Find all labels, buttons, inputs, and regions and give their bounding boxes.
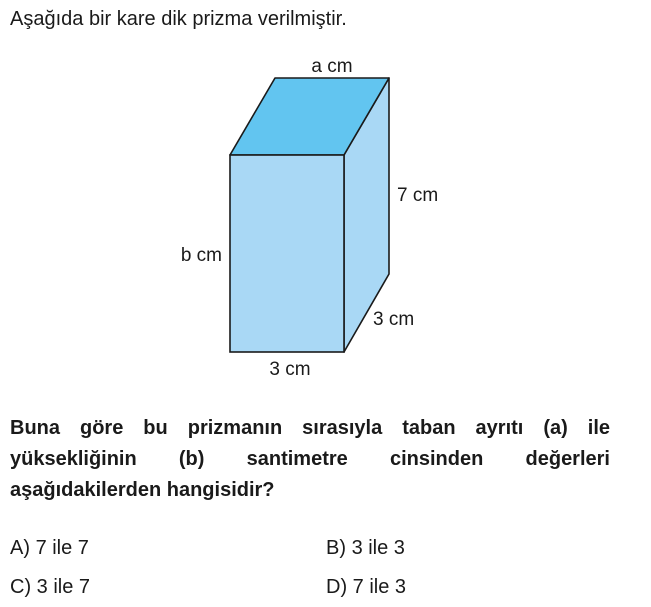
- option-d[interactable]: [326, 574, 406, 600]
- intro-text: Aşağıda bir kare dik prizma verilmiştir.: [10, 8, 347, 30]
- label-depth-edge: 3 cm: [373, 309, 415, 330]
- label-left-edge: b cm: [180, 245, 222, 266]
- label-bottom-edge: 3 cm: [269, 359, 311, 380]
- prism-front-face: [230, 155, 344, 352]
- option-text: 3 ile 3: [351, 537, 405, 559]
- option-text: 7 ile 7: [35, 537, 89, 559]
- option-a[interactable]: [10, 535, 89, 561]
- option-letter: B): [326, 537, 346, 559]
- option-letter: D): [326, 576, 348, 598]
- option-letter: A): [10, 537, 30, 559]
- option-text: 7 ile 3: [352, 576, 407, 598]
- question-text: Buna göre bu prizmanın sırasıyla taban ayrıtı (a) ile yüksekliğinin (b) santimetre cinsinden değerleri aşağıdakilerden hangisidir?: [10, 417, 610, 501]
- label-right-edge: 7 cm: [397, 185, 439, 206]
- option-letter: C): [10, 576, 32, 598]
- label-top-edge: a cm: [311, 56, 353, 77]
- option-b[interactable]: [326, 535, 405, 561]
- option-text: 3 ile 7: [36, 576, 91, 598]
- option-c[interactable]: [10, 574, 90, 600]
